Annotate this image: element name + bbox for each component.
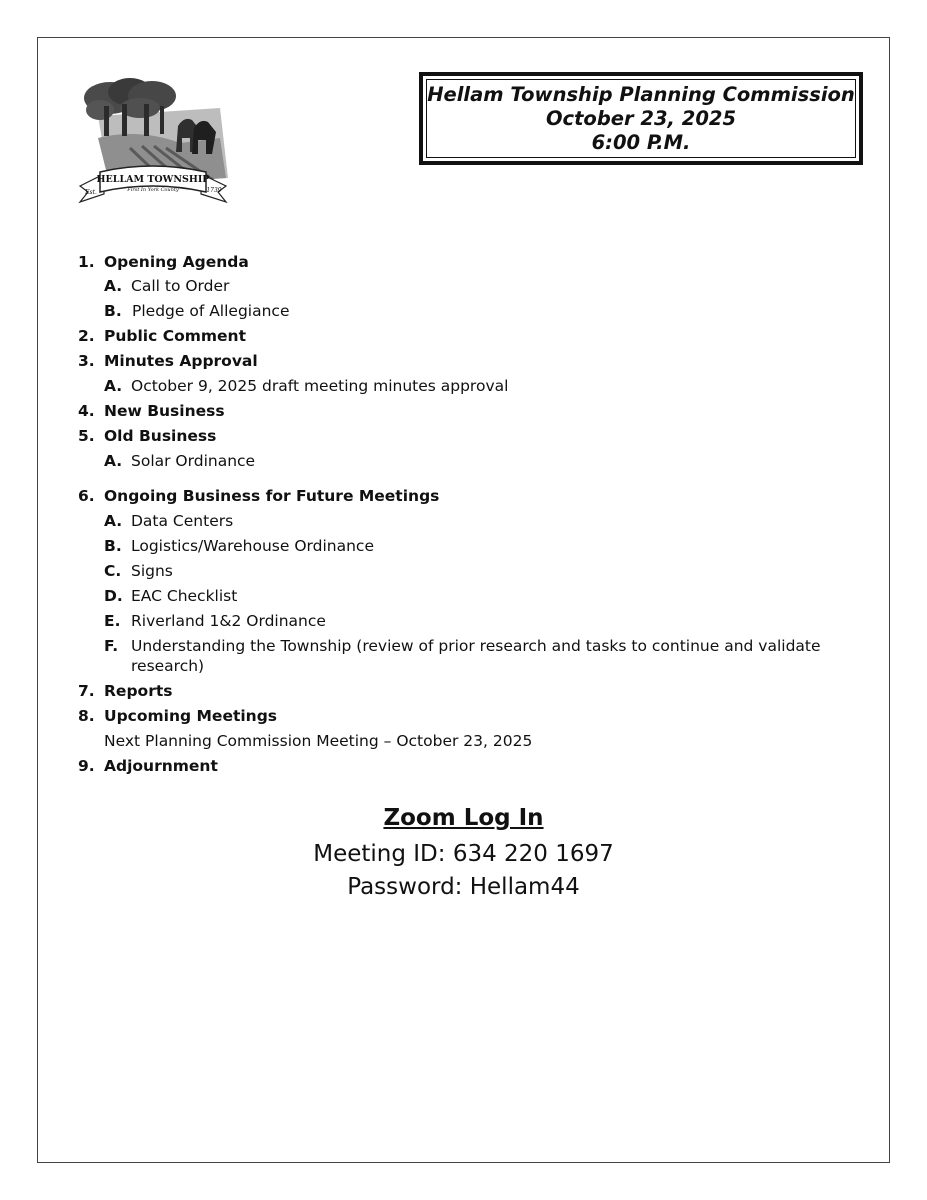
subitem-letter: E. [104, 612, 121, 630]
subitem-letter: A. [104, 512, 123, 530]
subitem-label: Riverland 1&2 Ordinance [131, 612, 326, 630]
agenda-item-label: Upcoming Meetings [104, 707, 278, 725]
subitem-letter: F. [104, 637, 119, 655]
agenda-item-label: Opening Agenda [104, 253, 249, 271]
zoom-password: Password: Hellam44 [347, 874, 580, 900]
logo-tagline: First In York County [127, 187, 179, 193]
subitem-label: Call to Order [131, 277, 230, 295]
agenda-item-number: 7. [78, 682, 95, 700]
agenda-item-number: 1. [78, 253, 95, 271]
zoom-heading: Zoom Log In [383, 805, 544, 831]
agenda-item-label: Reports [104, 682, 173, 700]
subitem-label: Data Centers [131, 512, 234, 530]
subitem-letter: A. [104, 452, 123, 470]
title-box [419, 72, 863, 165]
agenda-item-label: Minutes Approval [104, 352, 258, 370]
title-inner [426, 79, 856, 158]
subitem-letter: D. [104, 587, 123, 605]
subitem-label: Signs [131, 562, 173, 580]
subitem-letter: A. [104, 277, 123, 295]
meeting-title: Hellam Township Planning Commission [427, 82, 855, 106]
agenda-item-number: 2. [78, 327, 95, 345]
subitem-label: Logistics/Warehouse Ordinance [131, 537, 374, 555]
subitem-label: EAC Checklist [131, 587, 238, 605]
subitem-letter: A. [104, 377, 123, 395]
logo-est: Est. [85, 189, 97, 196]
subitem-letter: C. [104, 562, 122, 580]
subitem-label: Understanding the Township (review of prior research and tasks to continue and validate [131, 637, 821, 655]
agenda-item-number: 5. [78, 427, 95, 445]
next-meeting-note: Next Planning Commission Meeting – October 23, 2025 [104, 732, 533, 750]
agenda-item-label: New Business [104, 402, 225, 420]
agenda-item-number: 3. [78, 352, 95, 370]
agenda-item-number: 4. [78, 402, 95, 420]
agenda-item-label: Old Business [104, 427, 217, 445]
logo-year: 1739 [206, 187, 222, 194]
subitem-label-continuation: research) [131, 657, 205, 675]
subitem-label: October 9, 2025 draft meeting minutes approval [131, 377, 509, 395]
subitem-letter: B. [104, 537, 122, 555]
meeting-time: 6:00 P.M. [591, 130, 691, 154]
agenda-item-label: Ongoing Business for Future Meetings [104, 487, 440, 505]
logo-banner-text: HELLAM TOWNSHIP [96, 174, 210, 185]
township-logo [70, 68, 235, 208]
township-logo-graphic [70, 68, 235, 208]
agenda-item-label: Public Comment [104, 327, 246, 345]
meeting-date: October 23, 2025 [545, 106, 737, 130]
agenda-item-number: 8. [78, 707, 95, 725]
agenda-item-number: 9. [78, 757, 95, 775]
subitem-letter: B. [104, 302, 122, 320]
agenda-item-number: 6. [78, 487, 95, 505]
subitem-label: Solar Ordinance [131, 452, 256, 470]
zoom-meeting-id: Meeting ID: 634 220 1697 [313, 841, 614, 867]
subitem-label: Pledge of Allegiance [132, 302, 290, 320]
agenda-item-label: Adjournment [104, 757, 218, 775]
